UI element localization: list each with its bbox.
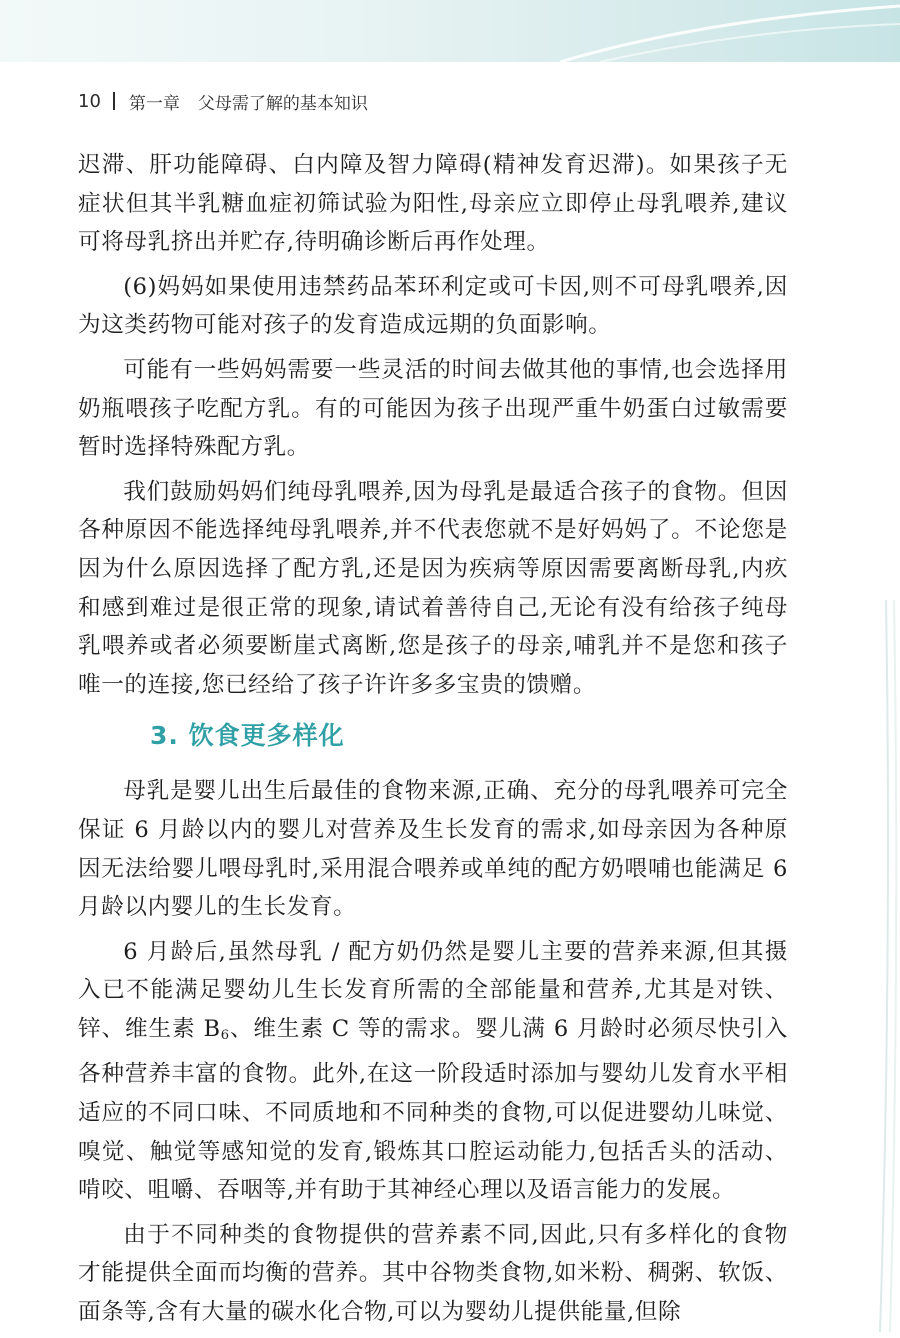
paragraph-1: 迟滞、肝功能障碍、白内障及智力障碍(精神发育迟滞)。如果孩子无症状但其半乳糖血症初筛试验为阳性,母亲应立即停止母乳喂养,建议可将母乳挤出并贮存,待明确诊断后再作处理。 <box>78 152 788 256</box>
vitamin-subscript: 6 <box>220 1027 230 1043</box>
page-body <box>78 146 788 1338</box>
top-decorative-curve <box>0 0 900 62</box>
page-number: 10 <box>78 90 101 112</box>
paragraph-2: (6)妈妈如果使用违禁药品苯环利定或可卡因,则不可母乳喂养,因为这类药物可能对孩子的发育造成远期的负面影响。 <box>78 273 788 339</box>
chapter-title: 父母需了解的基本知识 <box>197 93 368 114</box>
paragraph-7: 由于不同种类的食物提供的营养素不同,因此,只有多样化的食物才能提供全面而均衡的营养。其中谷物类食物,如米粉、稠粥、软饭、面条等,含有大量的碳水化合物,可以为婴幼儿提供能量,但除 <box>78 1221 788 1326</box>
paragraph-4: 我们鼓励妈妈们纯母乳喂养,因为母乳是最适合孩子的食物。但因各种原因不能选择纯母乳喂养,并不代表您就不是好妈妈了。不论您是因为什么原因选择了配方乳,还是因为疾病等原因需要离断母乳,内疚和感到难过是很正常的现象,请试着善待自己,无论有没有给孩子纯母乳喂养或者必须要断崖式离断,您是孩子的母亲,哺乳并不是您和孩子唯一的连接,您已经给了孩子许许多多宝贵的馈赠。 <box>78 478 788 698</box>
paragraph-5: 母乳是婴儿出生后最佳的食物来源,正确、充分的母乳喂养可完全保证 6 月龄以内的婴儿对营养及生长发育的需求,如母亲因为各种原因无法给婴儿喂母乳时,采用混合喂养或单纯的配方奶喂哺也能满足 6 月龄以内婴儿的生长发育。 <box>78 778 788 921</box>
chapter-label: 第一章 <box>128 93 180 114</box>
side-decorative-curve <box>830 600 900 1332</box>
paragraph-6-text-b: 、维生素 C 等的需求。婴儿满 6 月龄时必须尽快引入各种营养丰富的食物。此外,在这一阶段适时添加与婴幼儿发育水平相适应的不同口味、不同质地和不同种类的食物,可以促进婴幼儿味觉、嗅觉、触觉等感知觉的发育,锻炼其口腔运动能力,包括舌头的活动、啃咬、咀嚼、吞咽等,并有助于其神经心理以及语言能力的发展。 <box>78 1015 788 1204</box>
paragraph-3: 可能有一些妈妈需要一些灵活的时间去做其他的事情,也会选择用奶瓶喂孩子吃配方乳。有的可能因为孩子出现严重牛奶蛋白过敏需要暂时选择特殊配方乳。 <box>78 356 788 461</box>
paragraph-6-text-a: 6 月龄后,虽然母乳 / 配方奶仍然是婴儿主要的营养来源,但其摄入已不能满足婴幼儿生长发育所需的全部能量和营养,尤其是对铁、锌、维生素 B <box>78 938 788 1042</box>
running-head <box>78 88 368 114</box>
paragraph-6 <box>78 933 788 1210</box>
header-separator <box>113 92 115 110</box>
section-title: 3. 饮食更多样化 <box>150 721 345 751</box>
